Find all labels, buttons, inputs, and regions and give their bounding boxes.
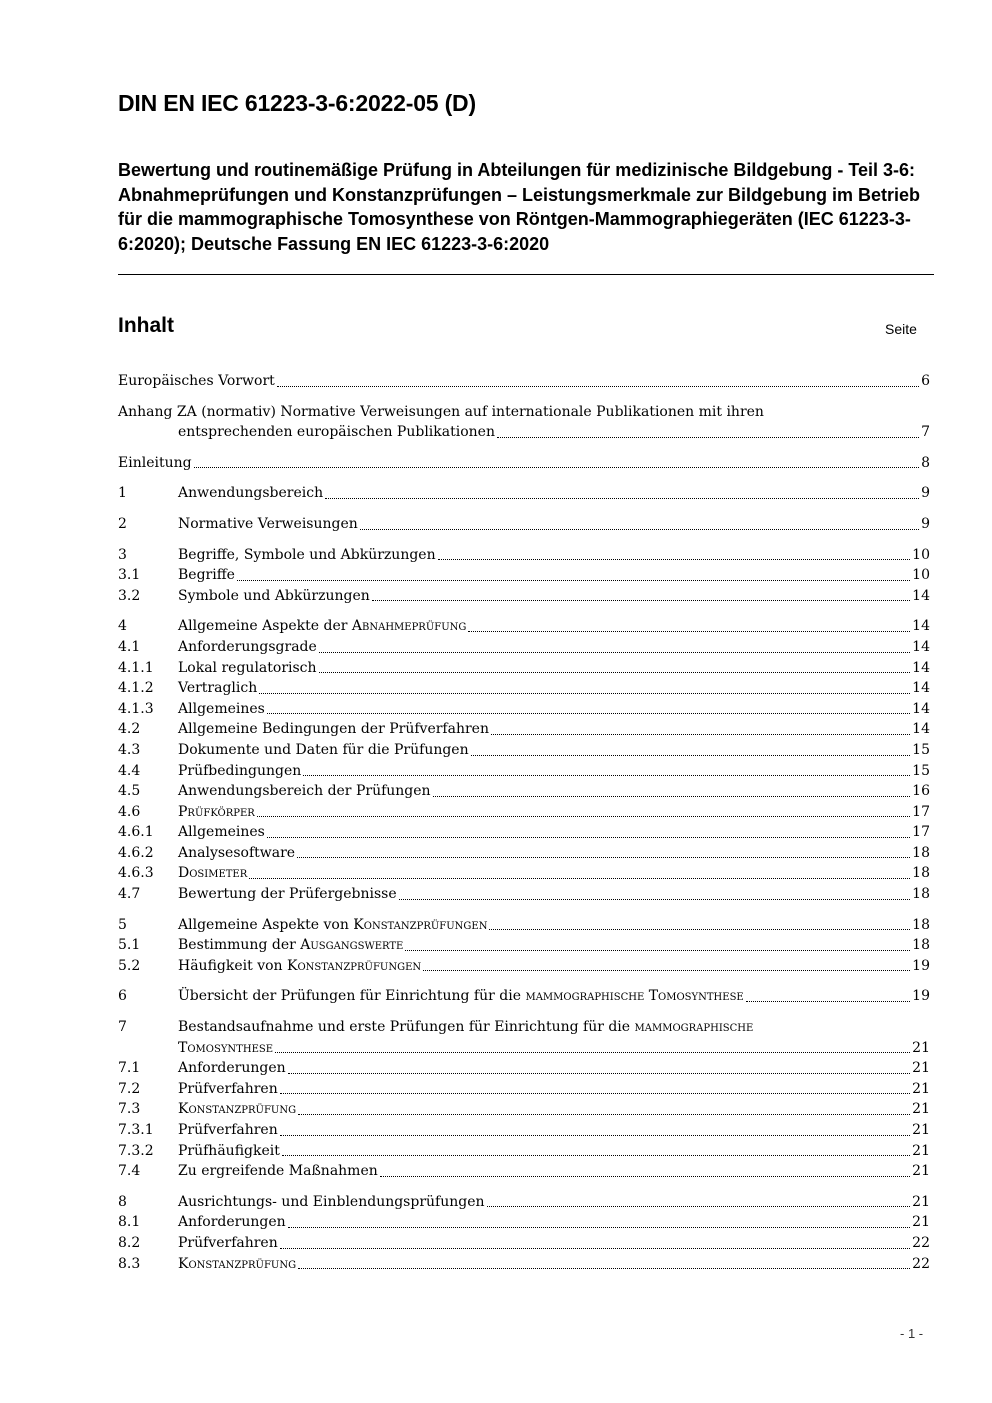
dot-leader (194, 467, 920, 468)
toc-page-number: 21 (912, 1142, 930, 1159)
toc-entry[interactable] (118, 1017, 930, 1058)
toc-entry[interactable] (118, 1058, 930, 1079)
dot-leader (360, 529, 919, 530)
toc-entry[interactable] (118, 1120, 930, 1141)
dot-leader (491, 734, 910, 735)
toc-section-number: 4.1.2 (118, 680, 154, 697)
toc-entry-title-continued: Tomosynthese (178, 1039, 274, 1056)
toc-section-number: 5.2 (118, 957, 141, 974)
toc-section-number: 4.3 (118, 741, 141, 758)
toc-entry[interactable] (118, 565, 930, 586)
toc-entry-title: Begriffe, Symbole und Abkürzungen (178, 546, 436, 563)
toc-entry-title: Dosimeter (178, 865, 248, 882)
toc-entry-title: Zu ergreifende Maßnahmen (178, 1163, 378, 1180)
toc-page-number: 18 (912, 886, 930, 903)
toc-entry-title: Vertraglich (178, 680, 258, 697)
dot-leader (288, 1073, 911, 1074)
toc-page-number: 17 (912, 824, 930, 841)
toc-entry-title: Anwendungsbereich (178, 485, 324, 502)
toc-entry-title: Allgemeine Aspekte der Abnahmeprüfung (178, 618, 467, 635)
toc-page-number: 6 (921, 373, 930, 389)
toc-entry-title: Allgemeines (178, 824, 265, 841)
toc-entry[interactable] (118, 616, 930, 637)
toc-page-number: 14 (912, 638, 930, 655)
toc-entry[interactable] (118, 1161, 930, 1182)
toc-entry[interactable] (118, 1212, 930, 1233)
toc-section-number: 5.1 (118, 937, 141, 954)
dot-leader (380, 1176, 910, 1177)
toc-section-number: 4.5 (118, 783, 141, 800)
toc-entry[interactable] (118, 863, 930, 884)
toc-entry[interactable] (118, 761, 930, 782)
toc-section-number: 6 (118, 988, 127, 1005)
toc-entry-title: Anwendungsbereich der Prüfungen (178, 783, 431, 800)
dot-leader (249, 878, 910, 879)
dot-leader (319, 652, 910, 653)
toc-entry-title: Konstanzprüfung (178, 1255, 297, 1272)
toc-page-number: 22 (912, 1234, 930, 1251)
toc-page-number: 19 (912, 988, 930, 1005)
toc-entry-title: Prüfkörper (178, 803, 255, 820)
toc-entry[interactable] (118, 781, 930, 802)
toc-entry-title: Einleitung (118, 454, 192, 471)
toc-entry-title: Allgemeine Aspekte von Konstanzprüfungen (178, 916, 488, 933)
toc-entry-title: Dokumente und Daten für die Prüfungen (178, 741, 469, 758)
toc-entry[interactable] (118, 986, 930, 1007)
toc-section-number: 7.3.1 (118, 1122, 154, 1138)
toc-page-number: 18 (912, 844, 930, 861)
toc-entry-title: Allgemeines (178, 700, 265, 717)
toc-section-number: 4.4 (118, 762, 141, 779)
toc-section-number: 8 (118, 1193, 127, 1210)
toc-entry[interactable] (118, 719, 930, 740)
toc-entry[interactable] (118, 1141, 930, 1162)
toc-page-number: 21 (912, 1193, 930, 1210)
toc-section-number: 4.7 (118, 886, 141, 903)
toc-entry-title-continued: entsprechenden europäischen Publikationen (178, 424, 495, 441)
dot-leader (319, 672, 911, 673)
toc-entry[interactable] (118, 1192, 930, 1213)
toc-page-number: 14 (912, 587, 930, 604)
toc-entry-title: Europäisches Vorwort (118, 373, 275, 389)
toc-section-number: 3.1 (118, 567, 141, 584)
toc-page-number: 21 (912, 1163, 930, 1180)
dot-leader (288, 1227, 911, 1228)
dot-leader (267, 713, 910, 714)
dot-leader (267, 837, 910, 838)
dot-leader (471, 755, 911, 756)
toc-entry[interactable] (118, 1099, 930, 1120)
toc-page-number: 21 (912, 1214, 930, 1231)
toc-section-number: 5 (118, 916, 127, 933)
dot-leader (746, 1001, 910, 1002)
dot-leader (282, 1155, 910, 1156)
toc-section-number: 2 (118, 515, 127, 532)
toc-entry[interactable] (118, 371, 930, 392)
toc-page-number: 9 (921, 485, 930, 502)
toc-section-number: 7 (118, 1019, 127, 1036)
toc-entry[interactable] (118, 822, 930, 843)
dot-leader (280, 1248, 910, 1249)
toc-section-number: 4.2 (118, 721, 141, 738)
toc-page-column-heading: Seite (885, 321, 917, 337)
dot-leader (489, 929, 910, 930)
dot-leader (297, 857, 910, 858)
toc-entry-title: Ausrichtungs- und Einblendungsprüfungen (178, 1193, 485, 1210)
toc-entry-title: Häufigkeit von Konstanzprüfungen (178, 957, 422, 974)
toc-entry[interactable] (118, 545, 930, 566)
toc-section-number: 4.1.1 (118, 659, 154, 676)
page-number-footer: - 1 - (900, 1326, 924, 1341)
dot-leader (468, 631, 910, 632)
toc-page-number: 14 (912, 618, 930, 635)
toc-entry-title: Prüfverfahren (178, 1080, 278, 1097)
toc-entry-title: Anforderungen (178, 1060, 286, 1077)
toc-entry-title: Übersicht der Prüfungen für Einrichtung für die mammographische Tomosynthese (178, 988, 744, 1005)
dot-leader (280, 1093, 910, 1094)
toc-entry[interactable] (118, 637, 930, 658)
toc-entry[interactable] (118, 884, 930, 905)
toc-section-number: 4 (118, 618, 127, 635)
toc-entry-title: Allgemeine Bedingungen der Prüfverfahren (178, 721, 489, 738)
dot-leader (497, 437, 919, 438)
dot-leader (325, 498, 919, 499)
dot-leader (280, 1135, 910, 1136)
toc-section-number: 8.2 (118, 1234, 141, 1251)
toc-page-number: 17 (912, 803, 930, 820)
toc-page-number: 18 (912, 916, 930, 933)
toc-page-number: 9 (921, 515, 930, 532)
toc-entry[interactable] (118, 915, 930, 936)
toc-entry[interactable] (118, 514, 930, 535)
toc-section-number: 4.6.2 (118, 844, 154, 861)
toc-section-number: 3 (118, 546, 127, 563)
dot-leader (257, 816, 910, 817)
toc-entry-title: Begriffe (178, 567, 235, 584)
document-title: DIN EN IEC 61223-3-6:2022-05 (D) (118, 90, 476, 116)
toc-entry-title: Prüfhäufigkeit (178, 1142, 280, 1159)
toc-page-number: 14 (912, 680, 930, 697)
toc-section-number: 7.2 (118, 1080, 141, 1097)
toc-entry-title: Konstanzprüfung (178, 1101, 297, 1118)
toc-page-number: 16 (912, 783, 930, 800)
dot-leader (405, 950, 910, 951)
dot-leader (433, 796, 911, 797)
toc-page-number: 7 (921, 424, 930, 441)
toc-entry[interactable] (118, 678, 930, 699)
toc-section-number: 4.1.3 (118, 700, 154, 717)
toc-entry-title: Normative Verweisungen (178, 515, 358, 532)
toc-entry-title: Anforderungsgrade (178, 638, 317, 655)
dot-leader (237, 580, 910, 581)
toc-entry-title: Prüfbedingungen (178, 762, 302, 779)
toc-page-number: 21 (912, 1122, 930, 1138)
toc-entry-title: Anhang ZA (normativ) Normative Verweisungen auf internationale Publikationen mit ihren (118, 403, 764, 420)
toc-entry-title: Prüfverfahren (178, 1234, 278, 1251)
toc-section-number: 7.3.2 (118, 1142, 154, 1159)
toc-entry[interactable] (118, 402, 930, 443)
toc-section-number: 8.1 (118, 1214, 141, 1231)
toc-page-number: 15 (912, 741, 930, 758)
toc-page-number: 10 (912, 567, 930, 584)
toc-page-number: 10 (912, 546, 930, 563)
toc-entry[interactable] (118, 586, 930, 607)
dot-leader (298, 1268, 910, 1269)
toc-page-number: 21 (912, 1101, 930, 1118)
toc-page-number: 21 (912, 1039, 930, 1056)
toc-entry-title: Bestandsaufnahme und erste Prüfungen für Einrichtung für die mammographische (178, 1019, 754, 1036)
toc-entry[interactable] (118, 843, 930, 864)
toc-entry-title: Anforderungen (178, 1214, 286, 1231)
toc-page-number: 14 (912, 721, 930, 738)
dot-leader (487, 1206, 911, 1207)
toc-page-number: 18 (912, 865, 930, 882)
toc-entry[interactable] (118, 802, 930, 823)
dot-leader (275, 1052, 910, 1053)
dot-leader (438, 559, 911, 560)
toc-section-number: 4.6.3 (118, 865, 154, 882)
toc-entry[interactable] (118, 1254, 930, 1275)
toc-heading: Inhalt (118, 314, 174, 337)
toc-entry[interactable] (118, 699, 930, 720)
toc-section-number: 4.6 (118, 803, 141, 820)
toc-page-number: 14 (912, 700, 930, 717)
toc-section-number: 4.1 (118, 638, 141, 655)
document-subtitle: Bewertung und routinemäßige Prüfung in Abteilungen für medizinische Bildgebung - Teil 3-6: Abnahmeprüfungen und Konstanzprüfungen – Leistungsmerkmale zur Bildgebung im Betrieb für die mammographische Tomosynthese von Röntgen-Mammographiegeräten (IEC 61223-3-6:2020); Deutsche Fassung EN IEC 61223-3-6:2020 (118, 160, 921, 254)
toc-section-number: 7.4 (118, 1163, 141, 1180)
dot-leader (399, 899, 911, 900)
dot-leader (372, 600, 910, 601)
toc-entry[interactable] (118, 658, 930, 679)
toc-entry-title: Bestimmung der Ausgangswerte (178, 937, 404, 954)
toc-section-number: 7.1 (118, 1060, 141, 1077)
toc-page-number: 15 (912, 762, 930, 779)
toc-entry-title: Lokal regulatorisch (178, 659, 317, 676)
toc-section-number: 3.2 (118, 587, 141, 604)
toc-page-number: 14 (912, 659, 930, 676)
title-divider (118, 274, 934, 275)
toc-entry[interactable] (118, 483, 930, 504)
toc-page-number: 21 (912, 1080, 930, 1097)
dot-leader (277, 386, 919, 387)
toc-entry[interactable] (118, 453, 930, 474)
toc-section-number: 1 (118, 485, 127, 502)
toc-page-number: 19 (912, 957, 930, 974)
table-of-contents (118, 371, 930, 1274)
toc-section-number: 4.6.1 (118, 824, 154, 841)
toc-entry-title: Symbole und Abkürzungen (178, 587, 370, 604)
toc-entry[interactable] (118, 1233, 930, 1254)
toc-entry[interactable] (118, 1079, 930, 1100)
toc-page-number: 21 (912, 1060, 930, 1077)
toc-entry-title: Prüfverfahren (178, 1122, 278, 1138)
toc-entry-title: Analysesoftware (178, 844, 296, 861)
toc-entry[interactable] (118, 956, 930, 977)
toc-section-number: 8.3 (118, 1255, 141, 1272)
dot-leader (303, 775, 910, 776)
dot-leader (298, 1114, 910, 1115)
toc-page-number: 8 (921, 454, 930, 471)
toc-section-number: 7.3 (118, 1101, 141, 1118)
dot-leader (423, 970, 910, 971)
toc-entry-title: Bewertung der Prüfergebnisse (178, 886, 397, 903)
dot-leader (259, 693, 910, 694)
toc-page-number: 18 (912, 937, 930, 954)
toc-entry[interactable] (118, 935, 930, 956)
toc-entry[interactable] (118, 740, 930, 761)
toc-page-number: 22 (912, 1255, 930, 1272)
